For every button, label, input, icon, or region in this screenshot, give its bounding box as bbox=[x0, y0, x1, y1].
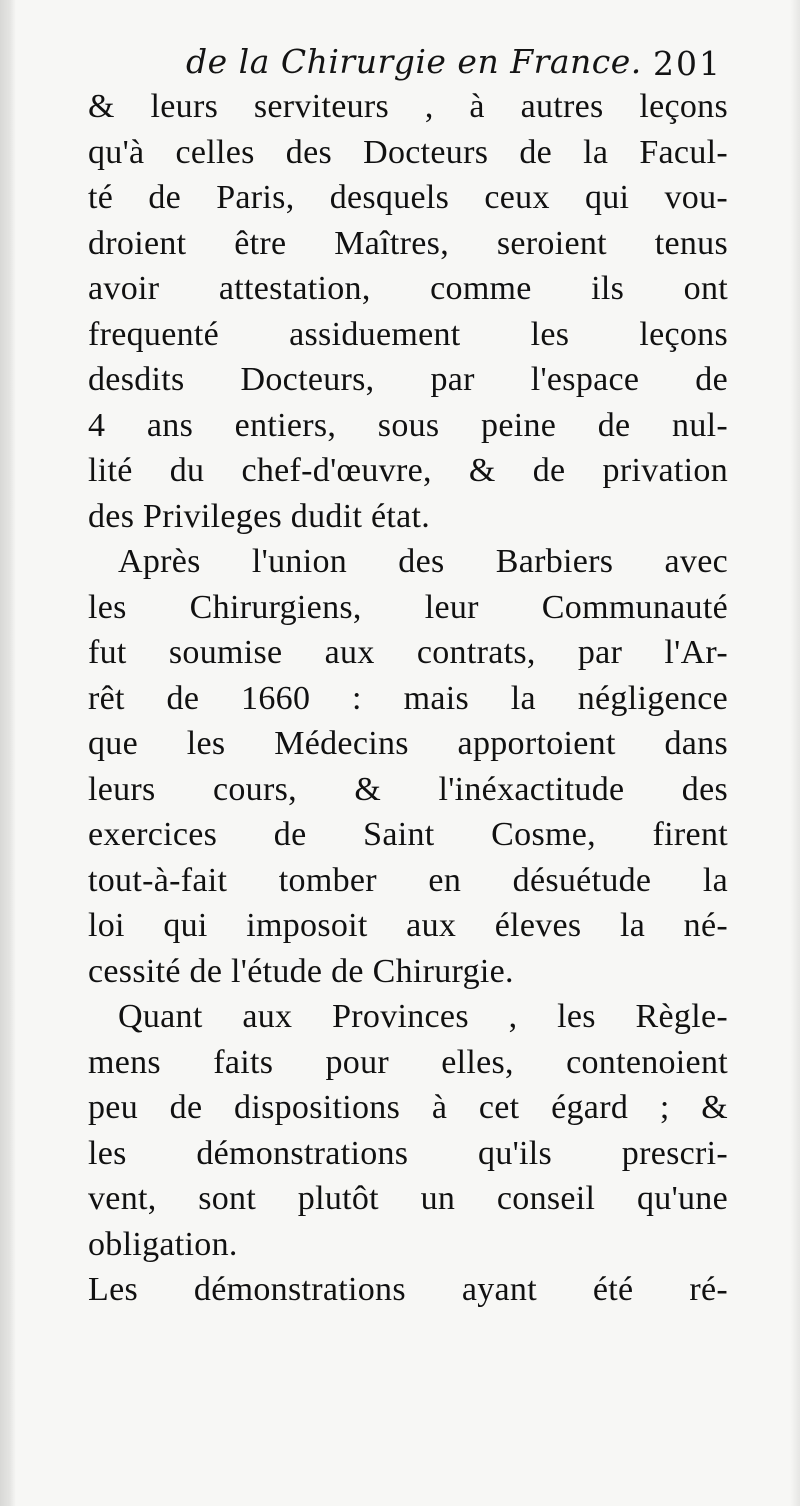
text-line: vent, sont plutôt un conseil qu'une bbox=[88, 1180, 728, 1217]
text-line: Quant aux Provinces , les Règle- bbox=[118, 998, 728, 1035]
text-line: fut soumise aux contrats, par l'Ar- bbox=[88, 634, 728, 671]
running-head: de la Chirurgie en France. bbox=[186, 42, 642, 81]
text-line: tout-à-fait tomber en désuétude la bbox=[88, 861, 728, 899]
text-line: obligation. bbox=[88, 1225, 238, 1263]
text-line: cessité de l'étude de Chirurgie. bbox=[88, 952, 514, 990]
text-line: droient être Maîtres, seroient tenus bbox=[88, 224, 728, 262]
text-line: que les Médecins apportoient dans bbox=[88, 725, 728, 762]
page-edge-shadow bbox=[790, 0, 800, 1506]
text-line: loi qui imposoit aux éleves la né- bbox=[88, 907, 728, 944]
text-line: lité du chef-d'œuvre, & de privation bbox=[88, 452, 728, 489]
text-line: avoir attestation, comme ils ont bbox=[88, 270, 728, 307]
page-gutter-shadow bbox=[0, 0, 16, 1506]
text-line: exercices de Saint Cosme, firent bbox=[88, 816, 728, 853]
text-line: les Chirurgiens, leur Communauté bbox=[88, 588, 728, 626]
body-text bbox=[88, 84, 728, 1313]
paragraph-2 bbox=[88, 539, 728, 994]
text-line: 4 ans entiers, sous peine de nul- bbox=[88, 406, 728, 444]
text-line: té de Paris, desquels ceux qui vou- bbox=[88, 179, 728, 216]
page-number: 201 bbox=[653, 44, 722, 83]
paragraph-3 bbox=[88, 994, 728, 1267]
text-line: Les démonstrations ayant été ré- bbox=[88, 1271, 728, 1308]
text-line: frequenté assiduement les leçons bbox=[88, 315, 728, 353]
text-line: peu de dispositions à cet égard ; & bbox=[88, 1089, 728, 1126]
text-line: rêt de 1660 : mais la négligence bbox=[88, 679, 728, 717]
text-line: les démonstrations qu'ils prescri- bbox=[88, 1134, 728, 1172]
text-line: Après l'union des Barbiers avec bbox=[118, 543, 728, 580]
text-line: leurs cours, & l'inéxactitude des bbox=[88, 770, 728, 808]
text-line: desdits Docteurs, par l'espace de bbox=[88, 361, 728, 398]
text-line: & leurs serviteurs , à autres leçons bbox=[88, 88, 728, 125]
text-line: qu'à celles des Docteurs de la Facul- bbox=[88, 133, 728, 171]
paragraph-4 bbox=[88, 1267, 728, 1313]
page-header bbox=[90, 38, 730, 84]
text-line: mens faits pour elles, contenoient bbox=[88, 1043, 728, 1081]
paragraph-1 bbox=[88, 84, 728, 539]
text-line: des Privileges dudit état. bbox=[88, 497, 431, 535]
